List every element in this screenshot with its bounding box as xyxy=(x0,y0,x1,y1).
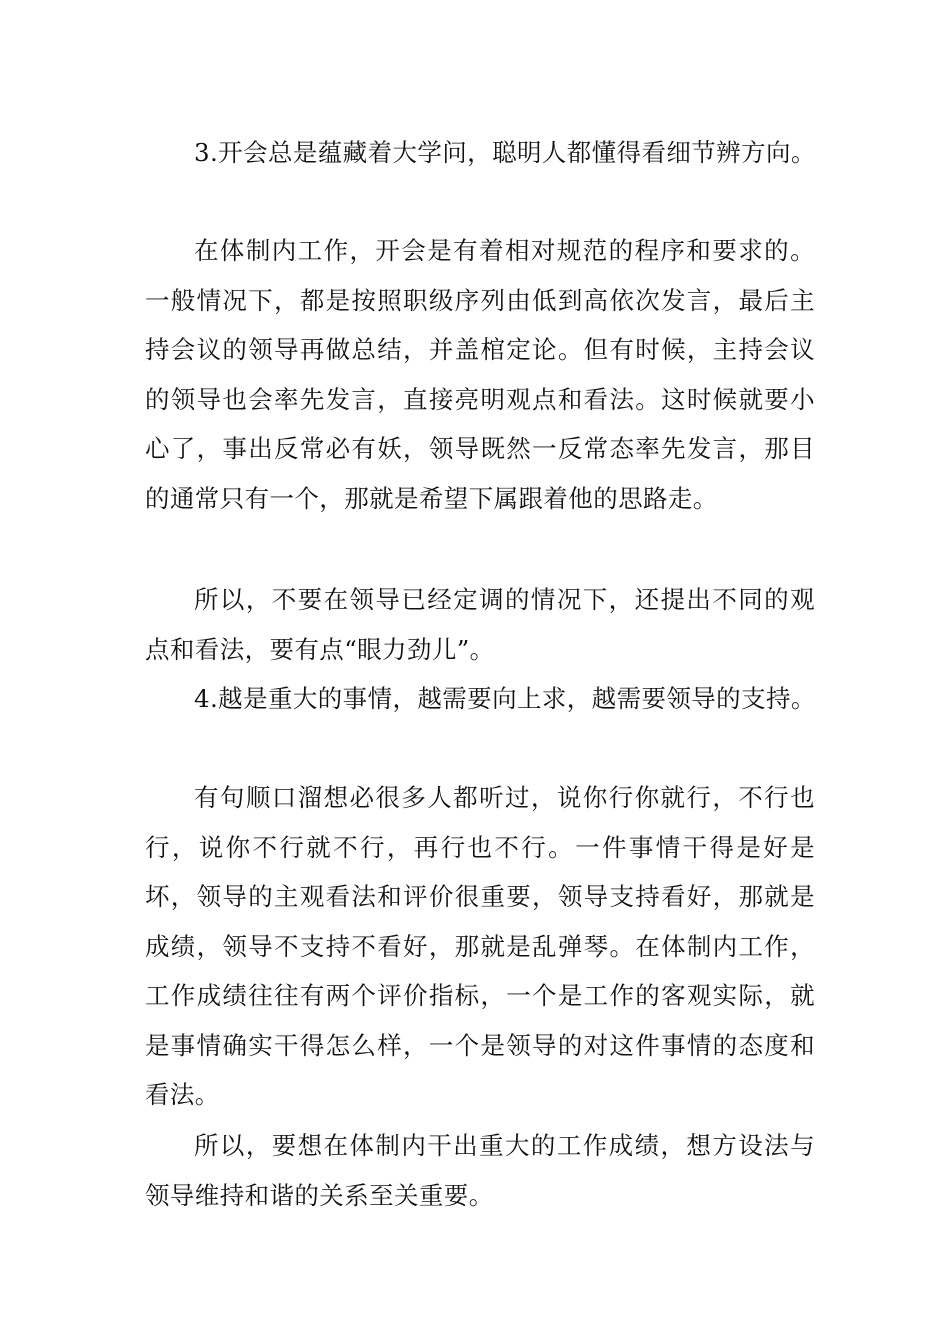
paragraph-leader-evaluation: 有句顺口溜想必很多人都听过，说你行你就行，不行也行，说你不行就不行，再行也不行。一件事情干得是好是坏，领导的主观看法和评价很重要，领导支持看好，那就是成绩，领导不支持不看好，那就是乱弹琴。在体制内工作，工作成绩往往有两个评价指标，一个是工作的客观实际，就是事情确实干得怎么样，一个是领导的对这件事情的态度和看法。 xyxy=(145,783,815,1109)
paragraph-conclusion-2: 所以，要想在体制内干出重大的工作成绩，想方设法与领导维持和谐的关系至关重要。 xyxy=(145,1131,815,1210)
section-heading-3: 3.开会总是蕴藏着大学问，聪明人都懂得看细节辨方向。 xyxy=(194,138,816,167)
paragraph-conclusion-1: 所以，不要在领导已经定调的情况下，还提出不同的观点和看法，要有点“眼力劲儿”。 xyxy=(145,585,815,664)
paragraph-meeting-procedure: 在体制内工作，开会是有着相对规范的程序和要求的。一般情况下，都是按照职级序列由低到高依次发言，最后主持会议的领导再做总结，并盖棺定论。但有时候，主持会议的领导也会率先发言，直接亮明观点和看法。这时候就要小心了，事出反常必有妖，领导既然一反常态率先发言，那目的通常只有一个，那就是希望下属跟着他的思路走。 xyxy=(145,236,815,513)
section-heading-4: 4.越是重大的事情，越需要向上求，越需要领导的支持。 xyxy=(194,684,816,713)
